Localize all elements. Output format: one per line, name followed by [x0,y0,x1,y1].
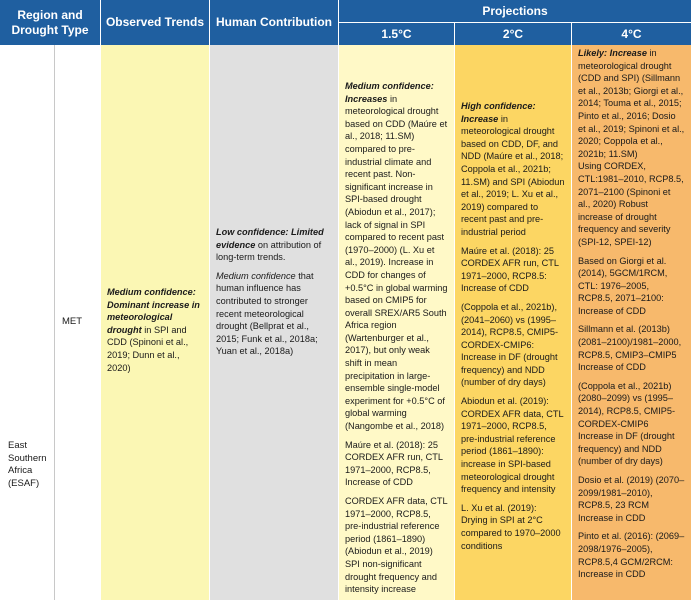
human-p1 [216,226,332,264]
human-p2-lead: Medium confidence [216,270,296,281]
drought-type-text: MET [62,316,83,327]
human-p2-rest: that human influence has contributed to stronger recent meteorological drought (Bellprat et al., 2015; Funk et al., 2018a; Yuan et al., 2018a) [216,270,318,357]
header-human [210,0,338,45]
header-region [0,0,100,45]
observed-lead: Medium confidence: Dominant increase in meteorological drought [107,287,200,335]
c15-cell [339,80,454,602]
c15-p3: CORDEX AFR data, CTL 1971–2000, RCP8.5, pre-industrial reference period (1861–1890) (Abiodun et al., 2019) SPI non-significant drought frequency and intensity increase [345,496,448,595]
c4-p4: (Coppola et al., 2021b) (2080–2099) vs (1995–2014), RCP8.5, CMIP5-CORDEX-CMIP6 Increase in DF (drought frequency) and NDD (number of dry days) [578,380,676,467]
drought-type-label [58,316,106,329]
c15-p1 [345,80,448,433]
c4-p5: Dosio et al. (2019) (2070–2099/1981–2010), RCP8.5, 23 RCM Increase in CDD [578,475,685,523]
c15-p2: Maúre et al. (2018): 25 CORDEX AFR run, CTL 1971–2000, RCP8.5, Increase of CDD [345,439,443,488]
c2-p2: Maúre et al. (2018): 25 CORDEX AFR run, CTL 1971–2000, RCP8.5: Increase of CDD [461,245,559,294]
human-p2 [216,270,332,358]
c4-p1-lead: Likely: Increase [578,48,647,58]
c4-p2: Based on Giorgi et al. (2014), 5GCM/1RCM, CTL: 1976–2005, RCP8.5, 2071–2100: Increase of CDD [578,255,668,316]
region-label-text: East Southern Africa (ESAF) [8,440,47,489]
human-p1-rest: on attribution of long-term trends. [216,239,322,263]
header-projections [339,0,691,22]
header-4c-label: 4°C [621,26,642,41]
c4-p3: Sillmann et al. (2013b) (2081–2100)/1981–2000, RCP8.5, CMIP3–CMIP5 Increase of CDD [578,324,682,373]
c2-p3: (Coppola et al., 2021b), (2041–2060) vs (1995–2014), RCP8.5, CMIP5-CORDEX-CMIP6: Increase in DF (drought frequency) and NDD (number of dry days) [461,301,559,388]
header-observed [101,0,209,45]
observed-text [107,286,203,374]
header-2c [455,23,571,45]
c4-p1-rest: in meteorological drought (CDD and SPI) (Sillmann et al., 2013b; Giorgi et al., 2014; Touma et al., 2015; Pinto et al., 2016; Dosio et al., 2019; Spinoni et al., 2020; Coppola et al., 2021b; 11.SM) [578,48,685,159]
c15-p1-rest: in meteorological drought based on CDD (Maúre et al., 2018; 11.SM) compared to pre-industrial climate and recent past. Non-significant increase in SPI-based drought (Abiodun et al., 2017); lack of signal in SPI compared to recent past (1970–2000) (L. Xu et al., 2019). Increase in CDD for changes of +0.5°C in global warming based on CMIP5 for overall SREX/AR5 South Africa region (Wartenburger et al., 2017), but only weak shift in mean precipitation in large-ensemble single-model experiment for +0.5°C of global warming (Nangombe et al., 2018) [345,93,448,432]
header-4c [572,23,691,45]
c2-p1-lead: High confidence: Increase [461,101,536,124]
region-label [4,440,60,490]
c2-p5: L. Xu et al. (2019): Drying in SPI at 2°C compared to 1970–2000 conditions [461,502,561,551]
c2-p1-rest: in meteorological drought based on CDD, DF, and NDD (Maúre et al., 2018; Coppola et al., 2021b; 11.SM) and SPI (Abiodun et al., 2019; L. Xu et al., 2019) compared to recent past and pre-industrial period [461,113,565,237]
observed-rest: in SPI and CDD (Spinoni et al., 2019; Dunn et al., 2020) [107,324,189,373]
c15-p1-lead: Medium confidence: Increases [345,81,434,104]
human-cell [210,226,338,364]
c2-cell [455,100,571,558]
c2-p4: Abiodun et al. (2019): CORDEX AFR data, CTL 1971–2000, RCP8.5, pre-industrial reference period (1861–1890): increase in SPI-based meteorological drought frequency and intensity [461,396,564,495]
human-p1-lead: Low confidence: Limited evidence [216,227,324,250]
header-projections-label: Projections [482,3,548,18]
c4-p1b: Using CORDEX, CTL:1981–2010, RCP8.5, 2071–2100 (Spinoni et al., 2020) Robust increase of drought frequency and severity (SPI-12, SPEI-12) [578,161,684,247]
header-1-5c [339,23,454,45]
header-2c-label: 2°C [502,26,524,41]
c4-cell [572,47,691,587]
observed-cell [101,286,209,380]
c4-p1 [578,47,685,160]
header-human-label: Human Contribution [216,15,332,29]
header-1-5c-label: 1.5°C [381,26,412,41]
c4-p6: Pinto et al. (2016): (2069–2098/1976–2005), RCP8.5,4 GCM/2RCM: Increase in CDD [578,531,685,580]
header-region-label: Region and Drought Type [11,7,89,37]
region-column [0,45,55,600]
header-observed-label: Observed Trends [105,15,205,29]
c2-p1 [461,100,565,239]
